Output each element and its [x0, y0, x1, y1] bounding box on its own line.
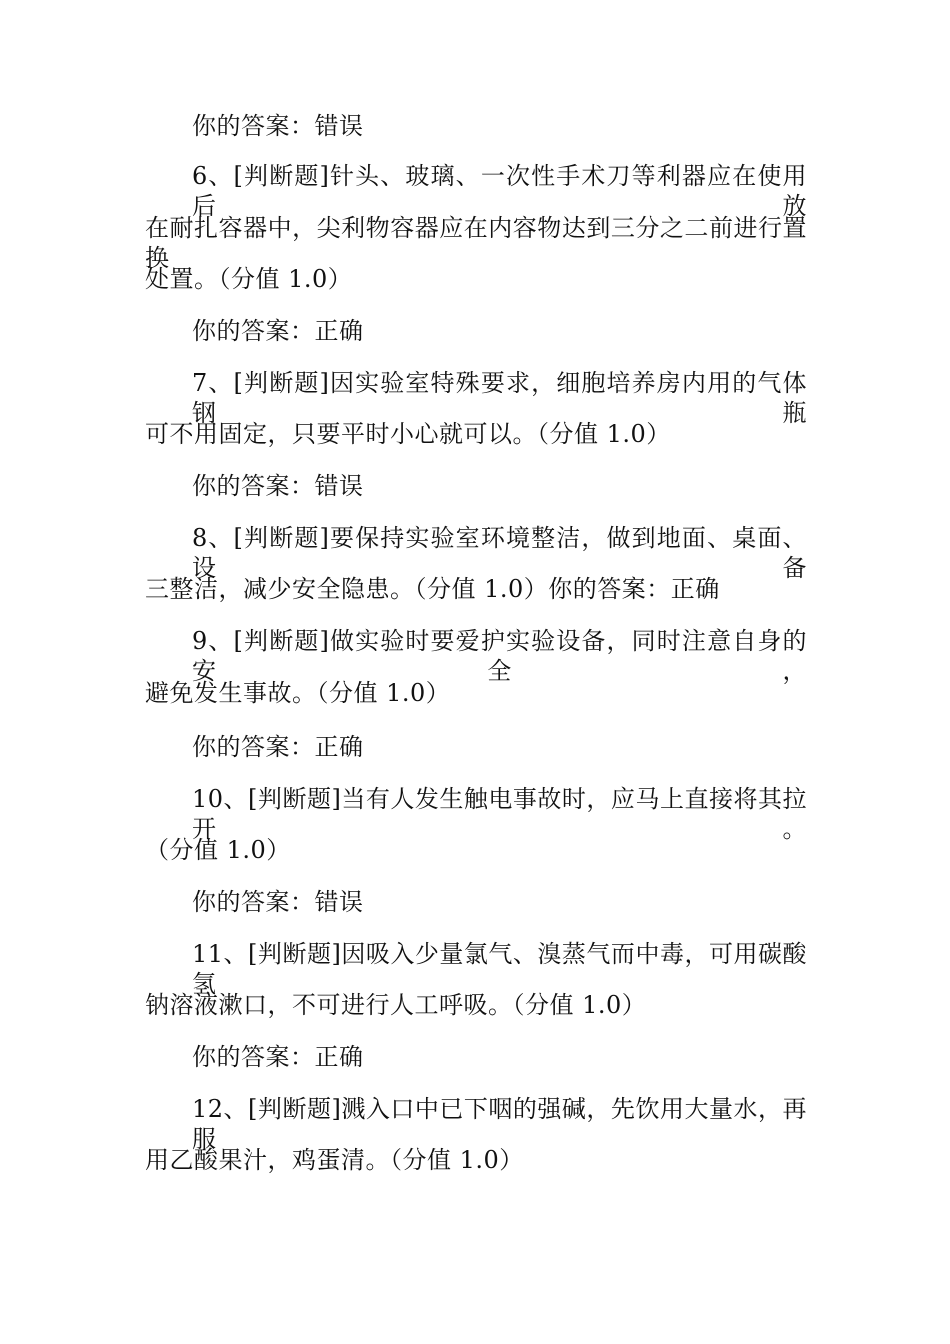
question-7-line-2: 可不用固定，只要平时小心就可以。（分值 1.0） [145, 420, 671, 448]
answer-line: 你的答案：正确 [192, 1043, 364, 1071]
question-10-line-2: （分值 1.0） [145, 836, 291, 864]
answer-line: 你的答案：错误 [192, 888, 364, 916]
answer-line: 你的答案：正确 [192, 317, 364, 345]
answer-line: 你的答案：错误 [192, 112, 364, 140]
question-8-line-1: 8、[判断题]要保持实验室环境整洁，做到地面、桌面、设备 [192, 524, 807, 582]
answer-line: 你的答案：错误 [192, 472, 364, 500]
question-12-line-1: 12、[判断题]溅入口中已下咽的强碱，先饮用大量水，再服 [192, 1095, 807, 1153]
question-6-line-1: 6、[判断题]针头、玻璃、一次性手术刀等利器应在使用后放 [192, 162, 807, 220]
question-11-line-1: 11、[判断题]因吸入少量氯气、溴蒸气而中毒，可用碳酸氢 [192, 940, 807, 998]
question-9-line-2: 避免发生事故。（分值 1.0） [145, 679, 451, 707]
question-8-line-2: 三整洁，减少安全隐患。（分值 1.0）你的答案：正确 [145, 575, 720, 603]
question-9-line-1: 9、[判断题]做实验时要爱护实验设备，同时注意自身的安全， [192, 627, 807, 685]
question-6-line-2: 在耐扎容器中，尖利物容器应在内容物达到三分之二前进行置换 [145, 214, 807, 272]
question-12-line-2: 用乙酸果汁，鸡蛋清。（分值 1.0） [145, 1146, 524, 1174]
question-6-line-3: 处置。（分值 1.0） [145, 265, 353, 293]
answer-line: 你的答案：正确 [192, 733, 364, 761]
question-10-line-1: 10、[判断题]当有人发生触电事故时，应马上直接将其拉开。 [192, 785, 807, 843]
question-11-line-2: 钠溶液漱口，不可进行人工呼吸。（分值 1.0） [145, 991, 647, 1019]
question-7-line-1: 7、[判断题]因实验室特殊要求，细胞培养房内用的气体钢瓶 [192, 369, 807, 427]
